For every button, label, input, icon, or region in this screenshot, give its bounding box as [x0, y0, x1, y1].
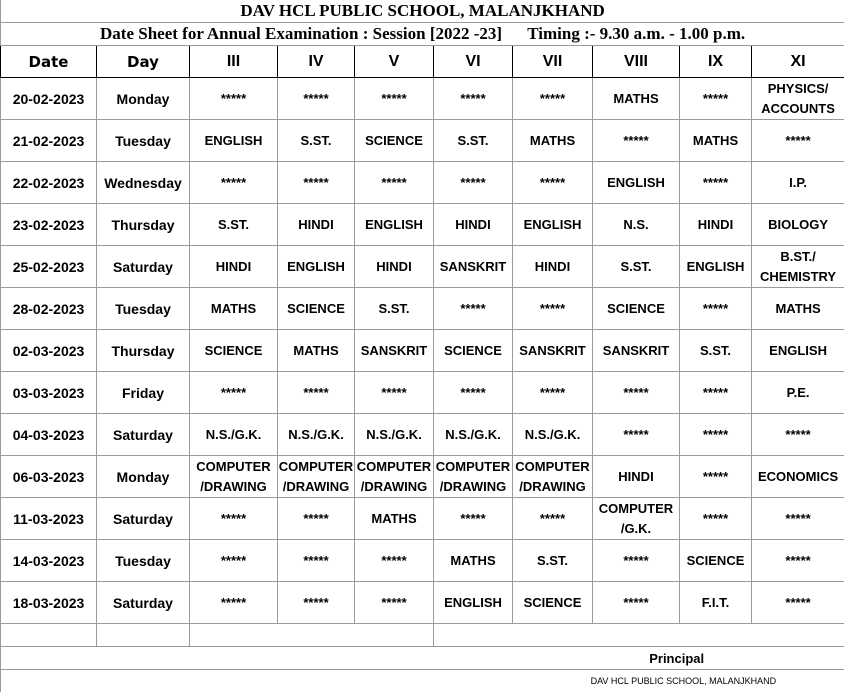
- subject-cell: S.ST.: [190, 204, 278, 246]
- subject-cell: *****: [434, 498, 513, 540]
- subject-cell: HINDI: [190, 246, 278, 288]
- subject-cell: SANSKRIT: [355, 330, 434, 372]
- exam-day: Thursday: [97, 330, 190, 372]
- subject-cell: *****: [190, 498, 278, 540]
- column-header: VI: [434, 46, 513, 78]
- exam-date: 25-02-2023: [1, 246, 97, 288]
- subject-cell: HINDI: [434, 204, 513, 246]
- subject-cell: MATHS: [278, 330, 355, 372]
- subject-cell: *****: [513, 162, 593, 204]
- subject-cell: *****: [680, 414, 752, 456]
- subject-cell: SCIENCE: [355, 120, 434, 162]
- subject-line: COMPUTER: [434, 457, 512, 477]
- subject-cell: F.I.T.: [680, 582, 752, 624]
- subject-cell: MATHS: [593, 78, 680, 120]
- subject-cell: *****: [278, 372, 355, 414]
- subject-line: COMPUTER: [278, 457, 354, 477]
- exam-row: [1, 162, 844, 204]
- exam-row: [1, 204, 844, 246]
- subject-cell: *****: [513, 288, 593, 330]
- subject-line: /DRAWING: [513, 477, 592, 497]
- subject-cell: *****: [752, 414, 844, 456]
- subject-line: /DRAWING: [190, 477, 277, 497]
- subject-cell: SANSKRIT: [513, 330, 593, 372]
- exam-row: [1, 456, 844, 498]
- subject-cell: *****: [513, 498, 593, 540]
- subject-cell: SCIENCE: [680, 540, 752, 582]
- subject-cell: *****: [513, 372, 593, 414]
- subject-cell: *****: [680, 288, 752, 330]
- subject-cell: *****: [680, 372, 752, 414]
- subject-cell: ENGLISH: [752, 330, 844, 372]
- subject-cell: *****: [752, 120, 844, 162]
- subject-cell: SCIENCE: [513, 582, 593, 624]
- subject-cell: *****: [278, 582, 355, 624]
- subject-cell: ENGLISH: [593, 162, 680, 204]
- subject-cell: *****: [190, 162, 278, 204]
- subject-cell: *****: [355, 540, 434, 582]
- column-header: VIII: [593, 46, 680, 78]
- principal-label: Principal: [1, 647, 844, 670]
- blank-row: [1, 624, 844, 647]
- subject-cell: MATHS: [190, 288, 278, 330]
- column-header: IV: [278, 46, 355, 78]
- subject-cell: HINDI: [513, 246, 593, 288]
- subject-cell: HINDI: [355, 246, 434, 288]
- exam-date: 21-02-2023: [1, 120, 97, 162]
- subject-cell: SCIENCE: [593, 288, 680, 330]
- subject-cell: MATHS: [513, 120, 593, 162]
- blank-cell: [97, 624, 190, 647]
- subject-line: ACCOUNTS: [752, 99, 844, 119]
- subject-cell: *****: [680, 78, 752, 120]
- subject-cell: *****: [752, 540, 844, 582]
- subject-cell: BIOLOGY: [752, 204, 844, 246]
- subject-cell: [513, 456, 593, 498]
- blank-cell: [190, 624, 434, 647]
- exam-row: [1, 372, 844, 414]
- subject-cell: [752, 78, 844, 120]
- column-header: V: [355, 46, 434, 78]
- exam-date: 03-03-2023: [1, 372, 97, 414]
- exam-day: Tuesday: [97, 540, 190, 582]
- subject-cell: ENGLISH: [278, 246, 355, 288]
- subject-cell: *****: [680, 498, 752, 540]
- subject-cell: *****: [278, 78, 355, 120]
- subject-cell: *****: [278, 498, 355, 540]
- subject-cell: *****: [680, 162, 752, 204]
- exam-row: [1, 120, 844, 162]
- exam-day: Monday: [97, 456, 190, 498]
- exam-day: Saturday: [97, 498, 190, 540]
- footer-school: DAV HCL PUBLIC SCHOOL, MALANJKHAND: [1, 670, 844, 692]
- subject-line: /DRAWING: [355, 477, 433, 497]
- subject-cell: S.ST.: [434, 120, 513, 162]
- subject-cell: *****: [278, 540, 355, 582]
- subtitle-row: [1, 23, 844, 46]
- subject-cell: ENGLISH: [513, 204, 593, 246]
- subject-cell: *****: [434, 288, 513, 330]
- subject-line: PHYSICS/: [752, 79, 844, 99]
- exam-date: 04-03-2023: [1, 414, 97, 456]
- subject-cell: MATHS: [434, 540, 513, 582]
- exam-day: Saturday: [97, 582, 190, 624]
- exam-day: Friday: [97, 372, 190, 414]
- subject-cell: [355, 456, 434, 498]
- subject-line: /G.K.: [593, 519, 679, 539]
- exam-date: 28-02-2023: [1, 288, 97, 330]
- column-header: VII: [513, 46, 593, 78]
- subject-cell: S.ST.: [593, 246, 680, 288]
- exam-date: 06-03-2023: [1, 456, 97, 498]
- subject-cell: ENGLISH: [355, 204, 434, 246]
- subject-cell: *****: [355, 78, 434, 120]
- subject-cell: *****: [434, 78, 513, 120]
- subject-cell: [752, 246, 844, 288]
- subject-cell: *****: [513, 78, 593, 120]
- subject-cell: ENGLISH: [680, 246, 752, 288]
- subject-cell: *****: [190, 540, 278, 582]
- exam-day: Tuesday: [97, 288, 190, 330]
- subject-cell: N.S./G.K.: [513, 414, 593, 456]
- subject-cell: S.ST.: [278, 120, 355, 162]
- subject-cell: *****: [190, 78, 278, 120]
- subject-cell: MATHS: [752, 288, 844, 330]
- exam-date: 23-02-2023: [1, 204, 97, 246]
- subject-cell: MATHS: [680, 120, 752, 162]
- subject-line: B.ST./: [752, 247, 844, 267]
- exam-day: Saturday: [97, 414, 190, 456]
- subject-cell: ENGLISH: [434, 582, 513, 624]
- subject-cell: [278, 456, 355, 498]
- subject-cell: P.E.: [752, 372, 844, 414]
- subject-cell: SANSKRIT: [593, 330, 680, 372]
- column-header: Date: [1, 46, 97, 78]
- exam-row: [1, 78, 844, 120]
- subject-cell: *****: [752, 498, 844, 540]
- column-header: Day: [97, 46, 190, 78]
- principal-row: [1, 647, 844, 670]
- subject-cell: [593, 498, 680, 540]
- exam-day: Wednesday: [97, 162, 190, 204]
- exam-date: 14-03-2023: [1, 540, 97, 582]
- subject-cell: HINDI: [593, 456, 680, 498]
- exam-row: [1, 330, 844, 372]
- subject-line: /DRAWING: [278, 477, 354, 497]
- subject-cell: *****: [355, 582, 434, 624]
- subject-cell: N.S.: [593, 204, 680, 246]
- column-header-row: [1, 46, 844, 78]
- exam-date: 18-03-2023: [1, 582, 97, 624]
- school-title: DAV HCL PUBLIC SCHOOL, MALANJKHAND: [1, 0, 844, 23]
- subject-cell: [434, 456, 513, 498]
- subject-cell: *****: [355, 372, 434, 414]
- subject-cell: *****: [593, 120, 680, 162]
- subject-cell: SCIENCE: [278, 288, 355, 330]
- subject-cell: SANSKRIT: [434, 246, 513, 288]
- exam-subtitle: Date Sheet for Annual Examination : Session [2022 -23] Timing :- 9.30 a.m. - 1.00 p.m.: [1, 23, 844, 46]
- subject-line: COMPUTER: [355, 457, 433, 477]
- subject-line: /DRAWING: [434, 477, 512, 497]
- subject-cell: N.S./G.K.: [434, 414, 513, 456]
- subject-cell: N.S./G.K.: [355, 414, 434, 456]
- subject-cell: S.ST.: [513, 540, 593, 582]
- subject-cell: *****: [190, 582, 278, 624]
- exam-date: 11-03-2023: [1, 498, 97, 540]
- exam-row: [1, 246, 844, 288]
- subject-cell: *****: [190, 372, 278, 414]
- subject-cell: ECONOMICS: [752, 456, 844, 498]
- exam-row: [1, 414, 844, 456]
- subject-cell: *****: [593, 414, 680, 456]
- footer-row: [1, 670, 844, 692]
- subject-cell: ENGLISH: [190, 120, 278, 162]
- subject-line: CHEMISTRY: [752, 267, 844, 287]
- subject-cell: SCIENCE: [190, 330, 278, 372]
- exam-row: [1, 540, 844, 582]
- subject-cell: *****: [593, 540, 680, 582]
- blank-cell: [434, 624, 844, 647]
- subject-cell: *****: [752, 582, 844, 624]
- subject-cell: S.ST.: [355, 288, 434, 330]
- subject-cell: S.ST.: [680, 330, 752, 372]
- exam-row: [1, 582, 844, 624]
- subject-cell: [190, 456, 278, 498]
- column-header: III: [190, 46, 278, 78]
- exam-day: Tuesday: [97, 120, 190, 162]
- blank-cell: [1, 624, 97, 647]
- title-row: [1, 0, 844, 23]
- subject-cell: N.S./G.K.: [190, 414, 278, 456]
- exam-row: [1, 498, 844, 540]
- subject-cell: N.S./G.K.: [278, 414, 355, 456]
- subject-cell: HINDI: [680, 204, 752, 246]
- exam-day: Monday: [97, 78, 190, 120]
- subject-cell: MATHS: [355, 498, 434, 540]
- exam-date: 22-02-2023: [1, 162, 97, 204]
- subject-cell: *****: [278, 162, 355, 204]
- exam-row: [1, 288, 844, 330]
- subject-cell: *****: [434, 372, 513, 414]
- subject-cell: *****: [593, 372, 680, 414]
- subject-line: COMPUTER: [593, 499, 679, 519]
- subject-line: COMPUTER: [190, 457, 277, 477]
- exam-day: Thursday: [97, 204, 190, 246]
- subject-cell: HINDI: [278, 204, 355, 246]
- subject-line: COMPUTER: [513, 457, 592, 477]
- column-header: XI: [752, 46, 844, 78]
- exam-date: 20-02-2023: [1, 78, 97, 120]
- subject-cell: SCIENCE: [434, 330, 513, 372]
- exam-date: 02-03-2023: [1, 330, 97, 372]
- subject-cell: *****: [593, 582, 680, 624]
- exam-day: Saturday: [97, 246, 190, 288]
- subject-cell: I.P.: [752, 162, 844, 204]
- subject-cell: *****: [355, 162, 434, 204]
- subject-cell: *****: [434, 162, 513, 204]
- column-header: IX: [680, 46, 752, 78]
- subject-cell: *****: [680, 456, 752, 498]
